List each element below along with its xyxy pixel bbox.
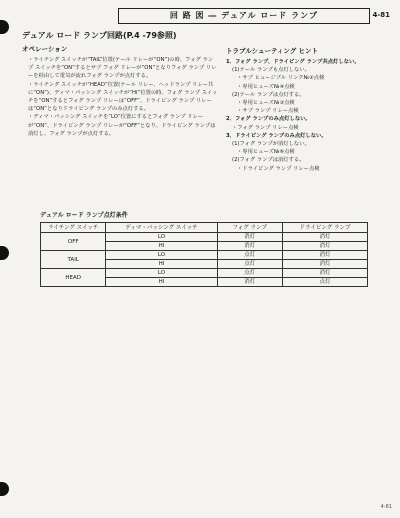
table-row (41, 251, 368, 260)
hint-line: 3．ドライビング ランプのみ点灯しない。 (226, 132, 327, 139)
operation-heading: オペレーション (22, 45, 68, 53)
fog-cell: 点灯 (217, 251, 282, 260)
hint-line: ・サブ ヒュージブル リンク№②点検 (237, 75, 325, 82)
hint-line: ・専用ヒューズ№⑥点検 (237, 149, 295, 156)
binder-hole-mark (0, 246, 9, 260)
fog-cell: 消灯 (217, 233, 282, 242)
fog-cell: 消灯 (217, 278, 282, 287)
switch-cell: TAIL (41, 251, 106, 269)
fog-cell: 点灯 (217, 260, 282, 269)
hint-line: 1．フォグ ランプ、ドライビング ランプ共点灯しない。 (226, 59, 360, 65)
dimmer-cell: LO (106, 269, 217, 278)
hint-line: ・ドライビング ランプ リレー点検 (237, 165, 320, 172)
page-number: 4-81 (372, 11, 390, 19)
hint-line: (2)フォグ ランプは消灯する。 (232, 157, 305, 164)
switch-cell: OFF (41, 233, 106, 251)
table-row (41, 233, 368, 242)
footer-mark: 4-81 (380, 504, 392, 510)
hint-line: ・サブ ランプ リレー点検 (237, 108, 299, 115)
col-header: ドライビング ランプ (282, 223, 367, 233)
col-header: ライチング スイッチ (41, 223, 106, 233)
drive-cell: 消灯 (282, 269, 367, 278)
troubleshooting-title: トラブルシューティング ヒント (226, 47, 319, 55)
drive-cell: 消灯 (282, 242, 367, 251)
dimmer-cell: LO (106, 233, 217, 242)
table-header-row (41, 223, 368, 233)
dimmer-cell: HI (106, 242, 217, 251)
dimmer-cell: LO (106, 251, 217, 260)
fog-cell: 点灯 (217, 269, 282, 278)
drive-cell: 消灯 (282, 260, 367, 269)
hint-line: ・専用ヒューズ№③点検 (237, 100, 295, 107)
drive-cell: 消灯 (282, 251, 367, 260)
operation-paragraph: ・ライチング スイッチが“TAIL”位置(テール リレーが“ON”)の時、フォグ ランプ スイッチを“ON”するとサブ フォグ リレーが“ON”となりフォグ ランプ リレーを経由して電気が流れフォグ ランプが点灯する。 (28, 57, 217, 80)
hint-line: (2)テール ランプは点灯する。 (232, 91, 305, 98)
operation-paragraph: ・ディマ・パッシング スイッチを“LO”位置にするとフォグ ランプ リレーが“ON”、ドライビング ランプ リレーが“OFF”となり、ドライビング ランプは消灯し、フォグ ランプが点灯する。 (28, 114, 216, 137)
fog-cell: 消灯 (217, 242, 282, 251)
binder-hole-mark (0, 20, 9, 34)
binder-hole-mark (0, 482, 9, 496)
lamp-condition-table (40, 222, 368, 287)
switch-cell: HEAD (41, 269, 106, 287)
hint-line: ・専用ヒューズ№④点検 (237, 83, 295, 90)
col-header: フォグ ランプ (217, 223, 282, 233)
hint-line: ・フォグ ランプ リレー点検 (232, 124, 299, 131)
dimmer-cell: HI (106, 278, 217, 287)
hint-line: (1)テール ランプも点灯しない。 (232, 67, 310, 74)
troubleshooting-section (226, 46, 390, 173)
page-header: 回 路 図 ― デュアル ロード ランプ (118, 8, 370, 24)
table-row (41, 269, 368, 278)
hint-line: 2．フォグ ランプのみ点灯しない。 (226, 116, 311, 123)
table-caption: デュアル ロード ランプ点灯条件 (40, 212, 128, 219)
dimmer-cell: HI (106, 260, 217, 269)
hint-line: (1)フォグ ランプが消灯しない。 (232, 141, 310, 148)
col-header: ディマ・パッシング スイッチ (106, 223, 217, 233)
section-title: デュアル ロード ランプ回路(P.4 -79参照) (22, 31, 177, 40)
operation-paragraph: ・ライチング スイッチが“HEAD”位置(テール リレー、ヘッドランプ リレー共に“ON”)、ディマ・パッシング スイッチが“HI”位置の時、フォグ ランプ スイッチを“ON”するとフォグ ランプ リレーは“OFF”、ドライビング ランプ リレーは“ON”となりドライビング ランプのみ点灯する。 (28, 81, 218, 113)
operation-section (22, 30, 218, 138)
drive-cell: 点灯 (282, 278, 367, 287)
drive-cell: 消灯 (282, 233, 367, 242)
